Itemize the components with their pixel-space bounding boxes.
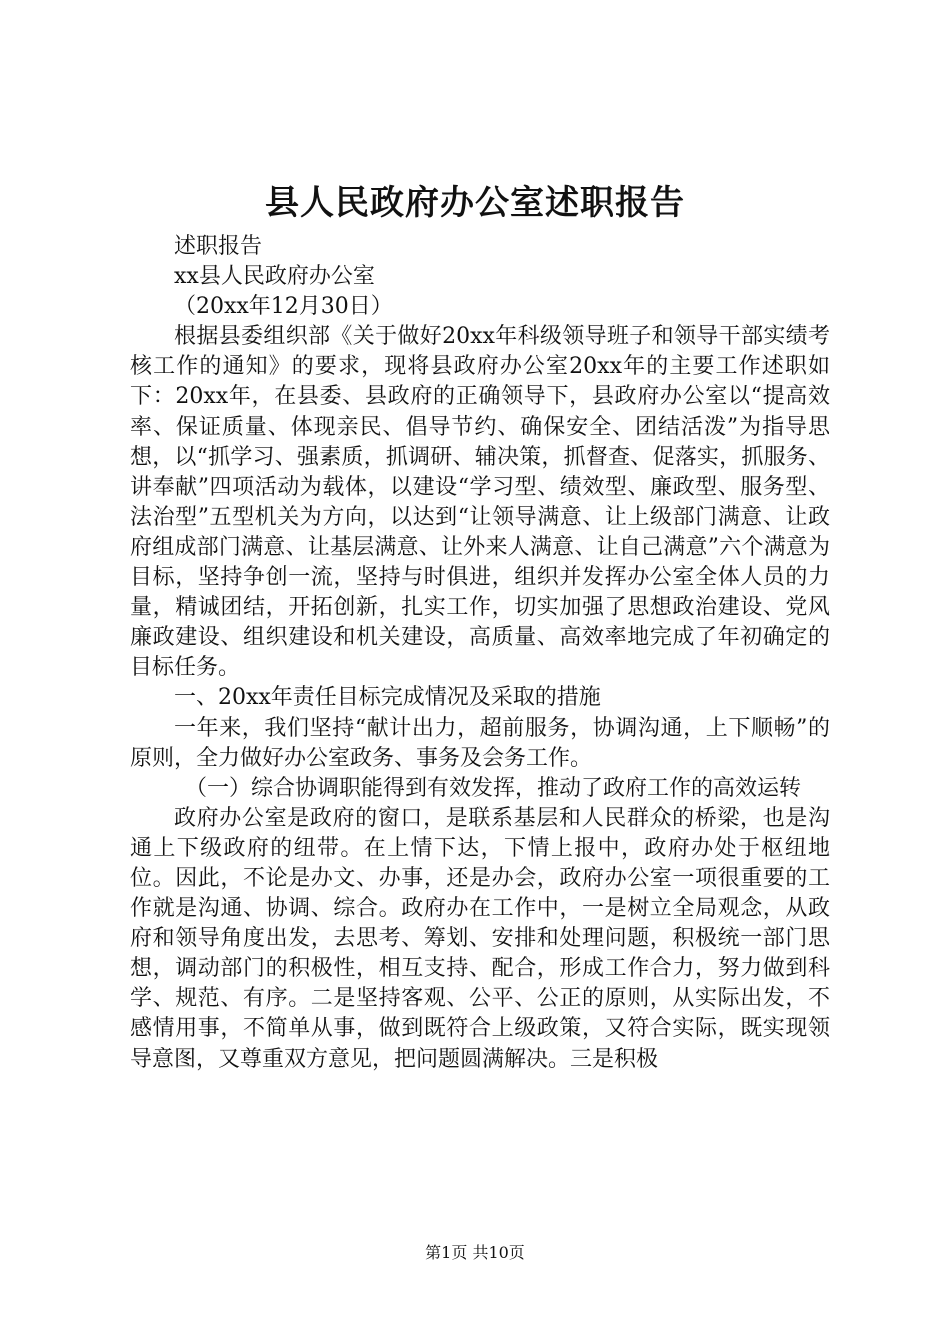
paragraph-report-label: 述职报告 [174, 234, 263, 259]
paragraph-intro: 根据县委组织部《关于做好20xx年科级领导班子和领导干部实绩考核工作的通知》的要求，现将县政府办公室20xx年的主要工作述职如下：20xx年，在县委、县政府的正确领导下，县政府办公室以“提高效率、保证质量、体现亲民、倡导节约、确保安全、团结活泼”为指导思想，以“抓学习、强素质，抓调研、辅决策，抓督查、促落实，抓服务、讲奉献”四项活动为载体，以建设“学习型、绩效型、廉政型、服务型、法治型”五型机关为方向，以达到“让领导满意、让上级部门满意、让政府组成部门满意、让基层满意、让外来人满意、让自己满意”六个满意为目标，坚持争创一流，坚持与时俱进，组织并发挥办公室全体人员的力量，精诚团结，开拓创新，扎实工作，切实加强了思想政治建设、党风廉政建设、组织建设和机关建设，高质量、高效率地完成了年初确定的目标任务。 [130, 324, 830, 681]
paragraph-office-name: xx县人民政府办公室 [174, 264, 375, 290]
page-footer: 第1页 共10页 [425, 1243, 525, 1262]
paragraph-date: （20xx年12月30日） [174, 294, 393, 320]
paragraph-summary: 一年来，我们坚持“献计出力，超前服务，协调沟通，上下顺畅”的原则，全力做好办公室政务、事务及会务工作。 [130, 715, 830, 771]
document-body [130, 232, 830, 1075]
paragraph-coordination: 政府办公室是政府的窗口，是联系基层和人民群众的桥梁，也是沟通上下级政府的纽带。在上情下达，下情上报中，政府办处于枢纽地位。因此，不论是办文、办事，还是办会，政府办公室一项很重要的工作就是沟通、协调、综合。政府办在工作中，一是树立全局观念，从政府和领导角度出发，去思考、筹划、安排和处理问题，积极统一部门思想，调动部门的积极性，相互支持、配合，形成工作合力，努力做到科学、规范、有序。二是坚持客观、公平、公正的原则，从实际出发，不感情用事，不简单从事，做到既符合上级政策，又符合实际，既实现领导意图，又尊重双方意见，把问题圆满解决。三是积极 [130, 805, 830, 1072]
subsection-heading-1: （一）综合协调职能得到有效发挥，推动了政府工作的高效运转 [185, 775, 802, 801]
document-title: 县人民政府办公室述职报告 [265, 183, 685, 223]
section-heading-1: 一、20xx年责任目标完成情况及采取的措施 [174, 685, 601, 711]
